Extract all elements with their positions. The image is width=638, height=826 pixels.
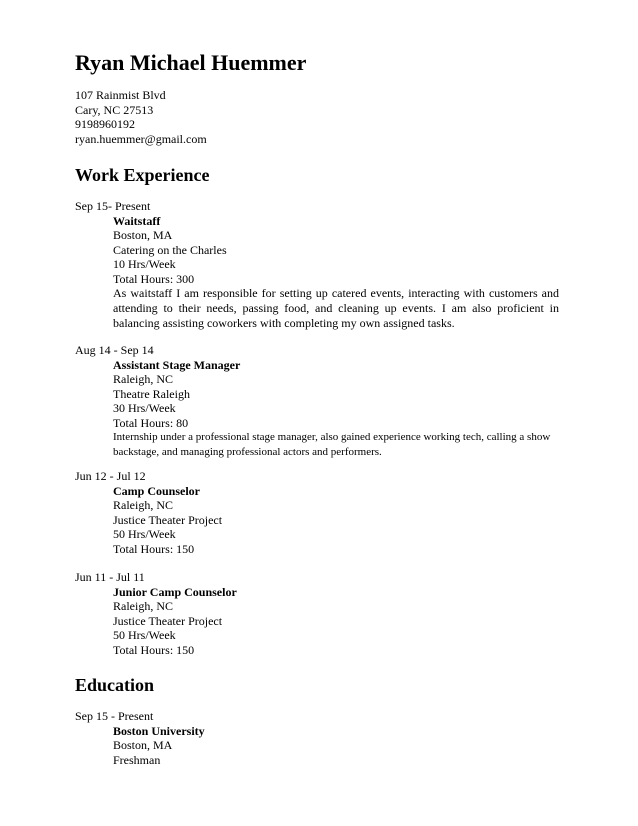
job-hours-week: 50 Hrs/Week <box>113 628 176 642</box>
job-total-hours: Total Hours: 150 <box>113 541 195 556</box>
job-total-hours: Total Hours: 80 <box>113 415 189 430</box>
job-entry <box>75 570 565 657</box>
job-location: Boston, MA <box>113 228 173 242</box>
job-entry <box>75 469 565 556</box>
work-experience-heading: Work Experience <box>75 165 210 185</box>
job-title: Assistant Stage Manager <box>113 357 241 372</box>
job-details <box>113 585 565 658</box>
job-location: Raleigh, NC <box>113 498 173 512</box>
job-details <box>113 484 565 557</box>
job-title: Junior Camp Counselor <box>113 584 237 599</box>
job-hours-week: 10 Hrs/Week <box>113 257 176 271</box>
job-title: Waitstaff <box>113 213 161 228</box>
job-dates: Sep 15- Present <box>75 199 151 213</box>
job-description: As waitstaff I am responsible for setting up catered events, interacting with customers and attending to their needs, passing food, and cleaning up events. I am also proficient in balancing assisting coworkers with completing my own assigned tasks. <box>113 286 559 330</box>
job-description: Internship under a professional stage manager, also gained experience working tech, calling a show backstage, and managing professional actors and performers. <box>113 431 551 458</box>
job-hours-week: 50 Hrs/Week <box>113 527 176 541</box>
job-details <box>113 214 565 332</box>
resume-name: Ryan Michael Huemmer <box>75 50 307 75</box>
job-location: Raleigh, NC <box>113 599 173 613</box>
education-dates: Sep 15 - Present <box>75 709 154 723</box>
address-line-1: 107 Rainmist Blvd <box>75 88 166 102</box>
email-address: ryan.huemmer@gmail.com <box>75 131 207 146</box>
job-dates: Aug 14 - Sep 14 <box>75 343 154 357</box>
job-total-hours: Total Hours: 300 <box>113 271 195 286</box>
phone-number: 9198960192 <box>75 117 135 131</box>
job-details <box>113 358 565 461</box>
job-title: Camp Counselor <box>113 483 201 498</box>
education-entry <box>75 709 565 767</box>
job-dates: Jun 12 - Jul 12 <box>75 469 146 483</box>
job-hours-week: 30 Hrs/Week <box>113 401 176 415</box>
education-details <box>113 724 565 768</box>
school-location: Boston, MA <box>113 738 173 752</box>
job-employer: Justice Theater Project <box>113 613 223 628</box>
job-entry <box>75 199 565 331</box>
education-heading: Education <box>75 675 155 695</box>
address-line-2: Cary, NC 27513 <box>75 102 154 117</box>
job-location: Raleigh, NC <box>113 372 173 386</box>
school-name: Boston University <box>113 723 205 738</box>
job-total-hours: Total Hours: 150 <box>113 642 195 657</box>
class-level: Freshman <box>113 752 161 767</box>
job-entry <box>75 343 565 460</box>
job-dates: Jun 11 - Jul 11 <box>75 570 145 584</box>
job-employer: Justice Theater Project <box>113 512 223 527</box>
job-employer: Catering on the Charles <box>113 242 227 257</box>
contact-block <box>75 88 207 146</box>
job-employer: Theatre Raleigh <box>113 386 190 401</box>
